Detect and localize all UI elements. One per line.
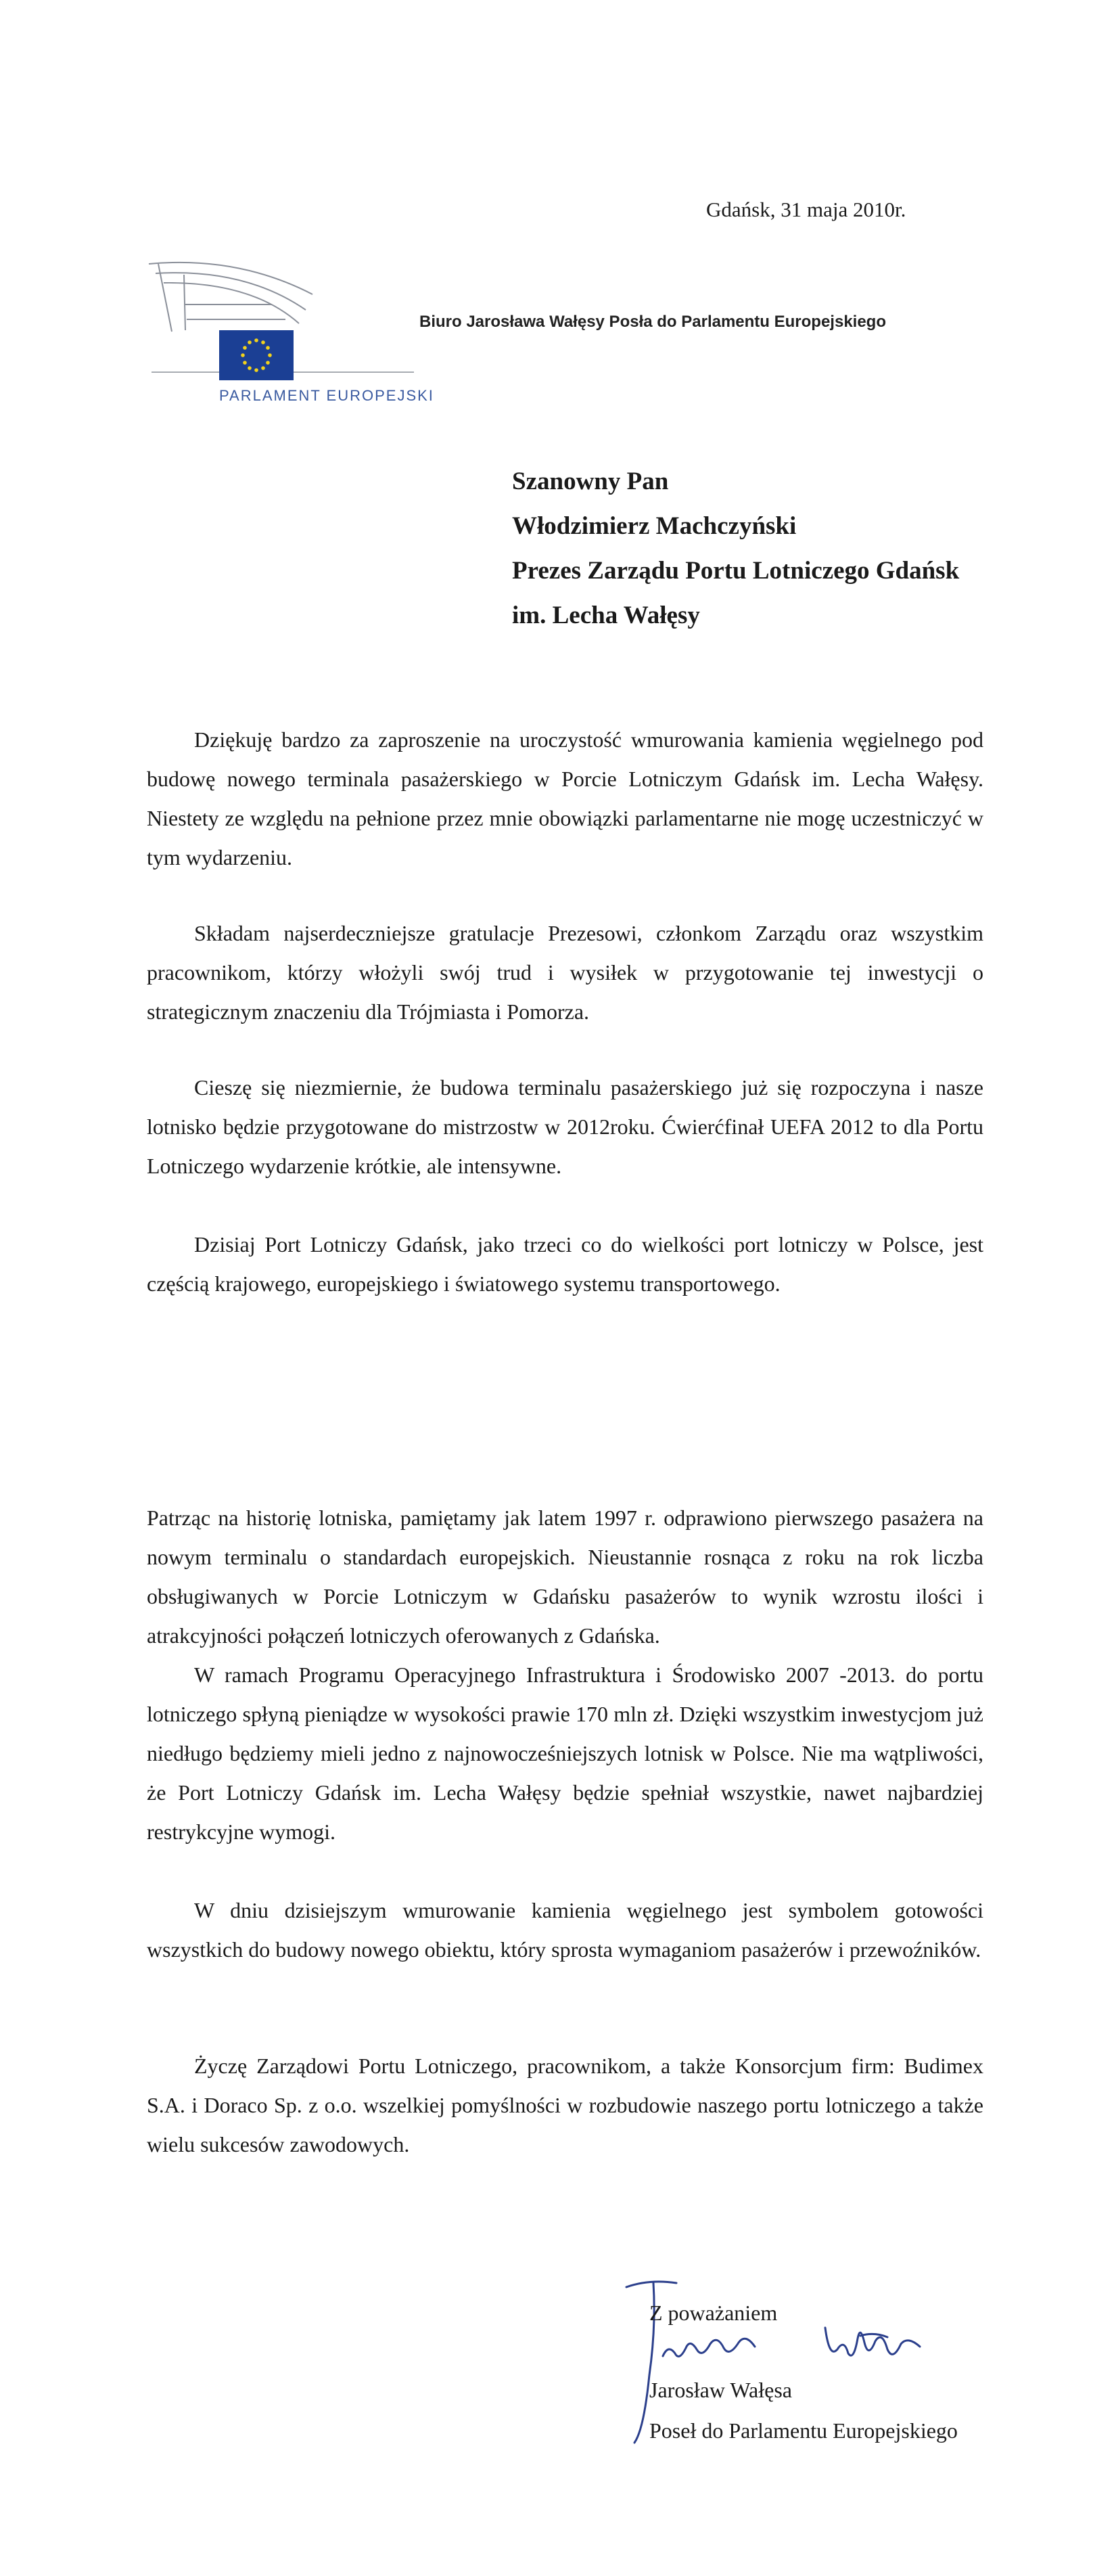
paragraph-2: Składam najserdeczniejsze gratulacje Prezesowi, członkom Zarządu oraz wszystkim pracownikom, którzy włożyli swój trud i wysiłek w przygotowanie tej inwestycji o strategicznym znaczeniu dla Trójmiasta i Pomorza. [147,921,983,1024]
paragraph-8: Życzę Zarządowi Portu Lotniczego, pracownikom, a także Konsorcjum firm: Budimex S.A. i Doraco Sp. z o.o. wszelkiej pomyślności w rozbudowie naszego portu lotniczego a także wielu sukcesów zawodowych. [147,2054,983,2156]
paragraph-7: W dniu dzisiejszym wmurowanie kamienia węgielnego jest symbolem gotowości wszystkich do budowy nowego obiektu, który sprosta wymaganiom pasażerów i przewoźników. [147,1898,983,1962]
closing-salutation: Z poważaniem [649,2301,778,2325]
addressee-position-cont: im. Lecha Wałęsy [512,602,700,629]
paragraph-3: Cieszę się niezmiernie, że budowa terminalu pasażerskiego już się rozpoczyna i nasze lotnisko będzie przygotowane do mistrzostw w 2012roku. Ćwierćfinał UEFA 2012 to dla Portu Lotniczego wydarzenie krótkie, ale intensywne. [147,1075,983,1178]
addressee-name: Włodzimierz Machczyński [512,512,797,540]
paragraph-6: W ramach Programu Operacyjnego Infrastruktura i Środowisko 2007 -2013. do portu lotniczego spłyną pieniądze w wysokości prawie 170 mln zł. Dzięki wszystkim inwestycjom już niedługo będziemy mieli jedno z najnowocześniejszych lotnisk w Polsce. Nie ma wątpliwości, że Port Lotniczy Gdańsk im. Lecha Wałęsy będzie spełniał wszystkie, nawet najbardziej restrykcyjne wymogi. [147,1663,983,1844]
letter-date: Gdańsk, 31 maja 2010r. [706,198,906,221]
addressee-salutation: Szanowny Pan [512,468,669,495]
paragraph-1: Dziękuję bardzo za zaproszenie na uroczystość wmurowania kamienia węgielnego pod budowę nowego terminala pasażerskiego w Porcie Lotniczym Gdańsk im. Lecha Wałęsy. Niestety ze względu na pełnione przez mnie obowiązki parlamentarne nie mogę uczestniczyć w tym wydarzeniu. [147,727,983,869]
eu-flag [219,330,294,380]
signatory-name: Jarosław Wałęsa [649,2378,792,2402]
addressee-position: Prezes Zarządu Portu Lotniczego Gdańsk [512,557,960,585]
paragraph-5: Patrząc na historię lotniska, pamiętamy jak latem 1997 r. odprawiono pierwszego pasażera na nowym terminalu o standardach europejskich. Nieustannie rosnąca z roku na rok liczba obsługiwanych w Porcie Lotniczym w Gdańsku pasażerów to wynik wzrostu ilości i atrakcyjności połączeń lotniczych oferowanych z Gdańska. [147,1506,983,1648]
office-name: Biuro Jarosława Wałęsy Posła do Parlamentu Europejskiego [419,313,886,331]
paragraph-4: Dzisiaj Port Lotniczy Gdańsk, jako trzeci co do wielkości port lotniczy w Polsce, jest częścią krajowego, europejskiego i światowego systemu transportowego. [147,1232,983,1296]
logo-label: PARLAMENT EUROPEJSKI [219,387,434,404]
signatory-title: Poseł do Parlamentu Europejskiego [649,2418,958,2443]
